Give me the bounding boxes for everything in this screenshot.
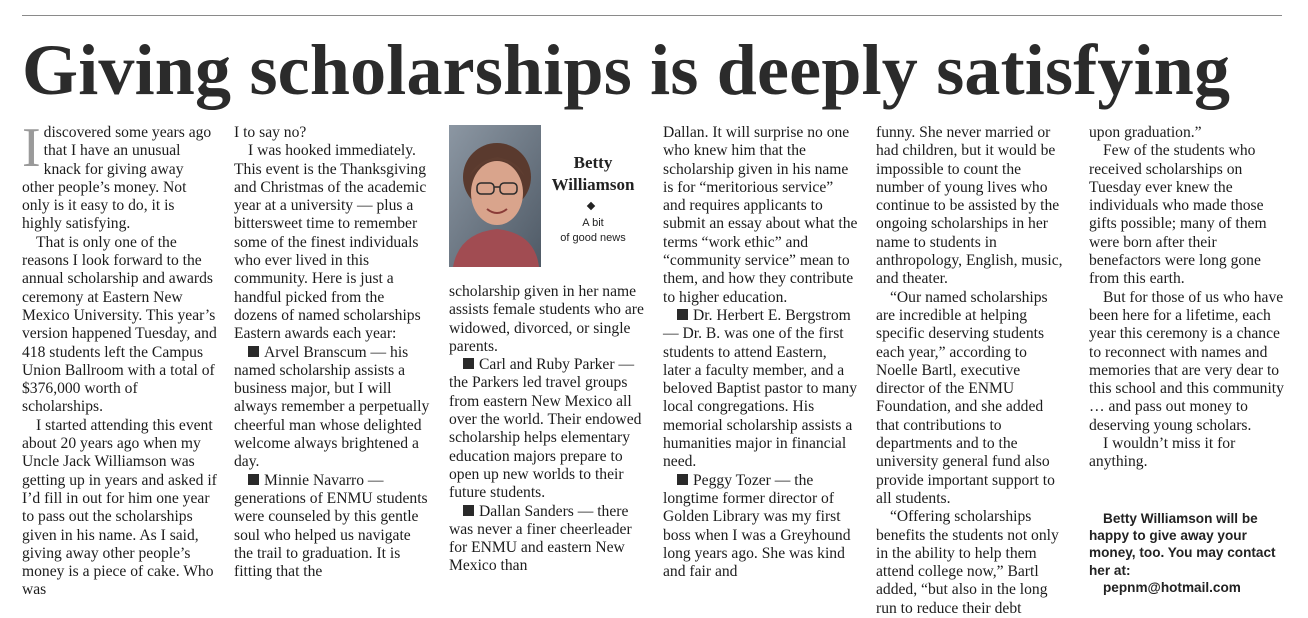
- paragraph-navarro: Minnie Navarro — generations of ENMU students were counseled by this gentle soul who helped us navigate the trail to graduation. It is fitting that the: [234, 471, 428, 581]
- bullet-square-icon: [463, 505, 474, 516]
- drop-cap: I: [22, 117, 41, 179]
- column-4: [663, 124, 858, 581]
- author-contact: [1089, 510, 1285, 596]
- paragraph-continued: scholarship given in her name assists female students who are widowed, divorced, or single parents.: [449, 283, 644, 355]
- paragraph-tozer: Peggy Tozer — the longtime former director of Golden Library was my first boss when I was a Greyhound long years ago. She was kind and fair and: [663, 471, 851, 581]
- paragraph-hooked: I was hooked immediately. This event is the Thanksgiving and Christmas of the academic year at a university — plus a bittersweet time to remember some of the finest individuals who ever lived in this community. Here is just a handful picked from the dozens of named scholarships Eastern awards each year:: [234, 142, 427, 343]
- bullet-square-icon: [677, 309, 688, 320]
- column-1: [22, 117, 217, 600]
- author-box: [449, 124, 646, 269]
- paragraph-quote-2: “Offering scholarships benefits the students not only in the ability to help them attend college now,” Bartl added, “but also in the long run to reduce their debt: [876, 508, 1059, 617]
- paragraph-parker: Carl and Ruby Parker — the Parkers led travel groups from eastern New Mexico all over the world. Their endowed scholarship helps elementary education majors prepare to open up new worlds to their future students.: [449, 356, 642, 502]
- diamond-icon: [587, 202, 595, 210]
- bullet-square-icon: [677, 474, 688, 485]
- paragraph-sanders: Dallan Sanders — there was never a finer cheerleader for ENMU and eastern New Mexico than: [449, 502, 632, 575]
- paragraph-continued: upon graduation.”: [1089, 124, 1202, 141]
- paragraph-quote-1: “Our named scholarships are incredible at helping specific deserving students each year,” according to Noelle Bartl, executive director of the ENMU Foundation, and she added that contributions to departments and to the university general fund also provide important support to all students.: [876, 288, 1055, 507]
- paragraph-lifetime: But for those of us who have been here for a lifetime, each year this ceremony is a chance to reconnect with names and memories that are very dear to this school and this community … and pass out money to deserving young scholars.: [1089, 288, 1284, 434]
- headline: Giving scholarships is deeply satisfying: [22, 30, 1231, 110]
- paragraph-continued: I to say no?: [234, 124, 307, 141]
- author-portrait-image: [449, 125, 541, 267]
- paragraph-1: Idiscovered some years ago that I have an unusual knack for giving away other people’s money. Not only is it easy to do, it is highly satisfying.: [22, 117, 212, 233]
- paragraph-2: That is only one of the reasons I look forward to the annual scholarship and awards ceremony at Eastern New Mexico University. This year’s version happened Tuesday, and 418 students left the Campus Union Ballroom with a total of $376,000 worth of scholarships.: [22, 233, 217, 416]
- paragraph-branscum: Arvel Branscum — his named scholarship assists a business major, but I will always remember a perpetually cheerful man whose delighted welcome always brightened a day.: [234, 343, 430, 471]
- author-photo: [449, 125, 541, 267]
- column-2: [234, 124, 431, 581]
- paragraph-3: I started attending this event about 20 years ago when my Uncle Jack Williamson was getting up in years and asked if I’d fill in out for him one year to pass out the scholarships given in his name. As I said, giving away other people’s money is a piece of cake. Who was: [22, 416, 217, 599]
- paragraph-bergstrom: Dr. Herbert E. Bergstrom — Dr. B. was one of the first students to attend Eastern, later a faculty member, and a beloved Baptist pastor to many local congregations. His memorial scholarship assists a humanities major in financial need.: [663, 306, 858, 471]
- contact-text: Betty Williamson will be happy to give away your money, too. You may contact her at:: [1089, 511, 1276, 578]
- top-rule: [22, 15, 1282, 16]
- column-3: [449, 283, 645, 576]
- column-tagline: A bit of good news: [560, 217, 626, 244]
- paragraph-few-students: Few of the students who received scholarships on Tuesday ever knew the individuals who made those gifts possible; many of them were born after their benefactors were long gone from this earth.: [1089, 142, 1267, 288]
- column-6: [1089, 124, 1285, 472]
- author-name: Betty Williamson: [551, 153, 635, 194]
- bullet-square-icon: [248, 346, 259, 357]
- bullet-square-icon: [463, 358, 474, 369]
- column-5: [876, 124, 1070, 618]
- contact-email[interactable]: pepnm@hotmail.com: [1103, 579, 1241, 595]
- paragraph-continued: funny. She never married or had children, but it would be impossible to count the number of young lives who continue to be assisted by the ongoing scholarships in her name to students in anthropology, English, music, and theater.: [876, 124, 1063, 288]
- paragraph-closing: I wouldn’t miss it for anything.: [1089, 435, 1236, 471]
- bullet-square-icon: [248, 474, 259, 485]
- paragraph-continued: Dallan. It will surprise no one who knew him that the scholarship given in his name is for “meritorious service” and requires applicants to submit an essay about what the terms “work ethic” and “community service” mean to them, and how they contribute to higher education.: [663, 124, 858, 306]
